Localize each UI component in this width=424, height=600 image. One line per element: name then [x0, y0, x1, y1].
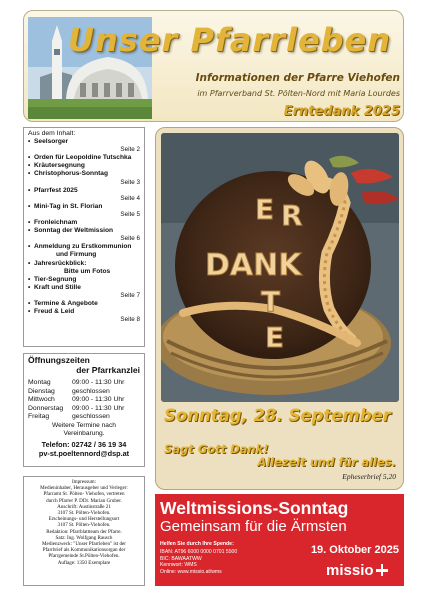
bullet-icon: •: [28, 170, 31, 178]
imprint-line: 3107 St. Pölten-Viehofen.: [57, 522, 111, 529]
toc-entry-label: Christophorus-Sonntag: [34, 170, 108, 178]
bullet-icon: •: [28, 162, 31, 170]
missio-donation-heading: Helfen Sie durch Ihre Spende:: [160, 541, 234, 547]
toc-entry-label: Sonntag der Weltmission: [34, 227, 114, 235]
toc-entry-label: Jahresrückblick:: [34, 259, 87, 267]
toc-page-number: Seite 4: [120, 194, 140, 202]
hours-time: geschlossen: [72, 387, 110, 395]
imprint-line: Pfarramt St. Pölten- Viehofen, vertreten: [43, 491, 125, 498]
toc-entry-label: Tier-Segnung: [34, 275, 77, 283]
toc-entry-label: Pfarrfest 2025: [34, 186, 78, 194]
appointment-note: Weitere Termine nach: [52, 421, 116, 429]
toc-entry-label: Mini-Tag in St. Florian: [34, 202, 103, 210]
imprint-line: Pfarrbrief als Kommunikationsorgan der: [42, 547, 126, 554]
page-title: Unser Pfarrleben: [68, 21, 392, 59]
missio-subtitle: Gemeinsam für die Ärmsten: [160, 518, 347, 535]
bullet-icon: •: [28, 219, 31, 227]
imprint-line: Satz: Ing. Wolfgang Rausch: [55, 534, 113, 541]
toc-entry-label: und Firmung: [56, 251, 97, 259]
page-subtitle: Informationen der Pfarre Viehofen: [195, 72, 400, 84]
toc-entry: [28, 203, 140, 211]
toc-entry: [28, 260, 140, 268]
missio-logo: [326, 562, 400, 579]
imprint-line: Redaktion: Pfarrblattteam der Pfarre.: [46, 528, 122, 535]
bible-verse-line2: Allezeit und für alles.: [257, 455, 396, 469]
toc-entry-label: Bitte um Fotos: [64, 267, 111, 275]
toc-page-number: Seite 6: [120, 235, 140, 243]
toc-page-number: Seite 5: [120, 210, 140, 218]
toc-entry: [28, 243, 140, 251]
office-hours-table: [28, 379, 140, 422]
weekday: Freitag: [28, 413, 50, 420]
bread-word: DANK: [205, 248, 302, 283]
bread-letter: T: [261, 285, 281, 318]
hours-time: 09:00 - 11:30 Uhr: [72, 379, 125, 386]
bullet-icon: •: [28, 243, 31, 251]
bullet-icon: •: [28, 283, 31, 291]
toc-entry-label: Freud & Leid: [34, 308, 75, 316]
bread-letter: R: [281, 199, 303, 232]
toc-entry: [28, 227, 140, 235]
toc-entry: [28, 187, 140, 195]
harvest-feature-panel: [155, 127, 404, 490]
missio-website[interactable]: Online: www.missio.at/wms: [160, 568, 222, 575]
toc-entry: [28, 300, 140, 308]
office-hours-row: [28, 405, 140, 414]
cross-icon: [376, 564, 388, 576]
toc-entry-label: Kräutersegnung: [34, 162, 85, 170]
office-hours-box: [23, 353, 145, 467]
missio-logo-text: missio: [326, 562, 374, 579]
toc-list: [28, 138, 140, 324]
office-hours-row: [28, 413, 140, 422]
missio-bic: BIC: BAWAATWW: [160, 555, 202, 562]
toc-entry: [28, 154, 140, 162]
weekday: Montag: [28, 379, 51, 386]
bullet-icon: •: [28, 299, 31, 307]
hours-time: 09:00 - 11:30 Uhr: [72, 396, 125, 403]
bullet-icon: •: [28, 259, 31, 267]
imprint-box: [23, 476, 145, 586]
missio-title: Weltmissions-Sonntag: [160, 498, 349, 518]
bullet-icon: •: [28, 154, 31, 162]
office-hours-title-line2: der Pfarrkanzlei: [76, 364, 140, 375]
table-of-contents: [23, 127, 145, 347]
office-hours-title: Öffnungszeiten: [28, 355, 90, 365]
toc-entry: [28, 170, 140, 178]
office-hours-row: [28, 396, 140, 405]
toc-entry-label: Termine & Angebote: [34, 299, 98, 307]
toc-entry: [28, 251, 140, 259]
imprint-line: Pfarrgemeinde St.Pölten-Viehofen.: [48, 553, 120, 560]
office-hours-row: [28, 379, 140, 388]
toc-page-number: Seite 8: [120, 316, 140, 324]
office-hours-row: [28, 388, 140, 397]
phone-number[interactable]: Telefon: 02742 / 36 19 34: [41, 439, 127, 449]
page-subtitle-parish-association: im Pfarrverband St. Pölten-Nord mit Maria Lourdes: [197, 89, 400, 98]
appointment-note-line2: Vereinbarung.: [63, 429, 105, 437]
toc-entry-label: Kraft und Stille: [34, 283, 81, 291]
bread-letter: E: [265, 321, 285, 354]
missio-date: 19. Oktober 2025: [310, 544, 399, 556]
toc-entry: [28, 276, 140, 284]
toc-page-number: Seite 3: [120, 178, 140, 186]
toc-entry: [28, 162, 140, 170]
imprint-line: Auflage: 1350 Exemplare: [57, 559, 111, 566]
hours-time: geschlossen: [72, 413, 110, 420]
bullet-icon: •: [28, 202, 31, 210]
toc-entry: [28, 268, 140, 276]
bread-letter: E: [255, 193, 275, 226]
toc-entry-label: Fronleichnam: [34, 219, 78, 227]
email-address[interactable]: pv-st.poeltennord@dsp.at: [38, 448, 130, 458]
imprint-line: Anschrift: Austinstraße 21: [57, 503, 111, 510]
bullet-icon: •: [28, 138, 31, 146]
toc-heading: Aus dem Inhalt:: [28, 130, 76, 137]
imprint-line: durch Pfarrer P. DDr. Marian Gruber.: [46, 497, 122, 504]
imprint-line: Erscheinungs- und Herstellungsort: [48, 516, 120, 523]
toc-entry-label: Seelsorger: [34, 138, 69, 146]
weekday: Mittwoch: [28, 396, 55, 403]
weekday: Donnerstag: [28, 404, 64, 412]
toc-entry: [28, 308, 140, 316]
toc-entry-label: Orden für Leopoldine Tutschka: [34, 154, 132, 162]
toc-entry: [28, 284, 140, 292]
missio-keyword: Kennwort: WMS: [160, 562, 197, 568]
hours-time: 09:00 - 11:30 Uhr: [72, 404, 125, 412]
imprint-line: Medieninhaber, Herausgeber und Verleger:: [40, 485, 128, 492]
toc-page-number: Seite 2: [120, 146, 140, 154]
bullet-icon: •: [28, 308, 31, 316]
bullet-icon: •: [28, 227, 31, 235]
harvest-bread-photo: [161, 133, 399, 402]
feature-date: Sonntag, 28. September: [164, 406, 391, 425]
issue-label: Erntedank 2025: [283, 104, 400, 119]
bullet-icon: •: [28, 275, 31, 283]
bullet-icon: •: [28, 186, 31, 194]
masthead: [23, 10, 404, 122]
toc-entry: [28, 138, 140, 146]
imprint-line: 3107 St. Pölten-Viehofen.: [57, 510, 111, 517]
toc-page-number: Seite 7: [120, 291, 140, 299]
toc-entry-label: Anmeldung zu Erstkommunion: [34, 243, 132, 251]
bible-verse-reference: Epheserbrief 5,20: [342, 472, 396, 481]
imprint-line: Impressum:: [71, 479, 97, 485]
imprint-line: Medienzweck: "Unser Pfarrleben" ist der: [42, 541, 126, 548]
missio-iban: IBAN: AT96 6000 0000 0701 5500: [160, 549, 238, 555]
toc-entry: [28, 219, 140, 227]
missio-banner: [155, 494, 404, 586]
weekday: Dienstag: [28, 387, 55, 395]
bible-verse-line1: Sagt Gott Dank!: [164, 442, 269, 456]
